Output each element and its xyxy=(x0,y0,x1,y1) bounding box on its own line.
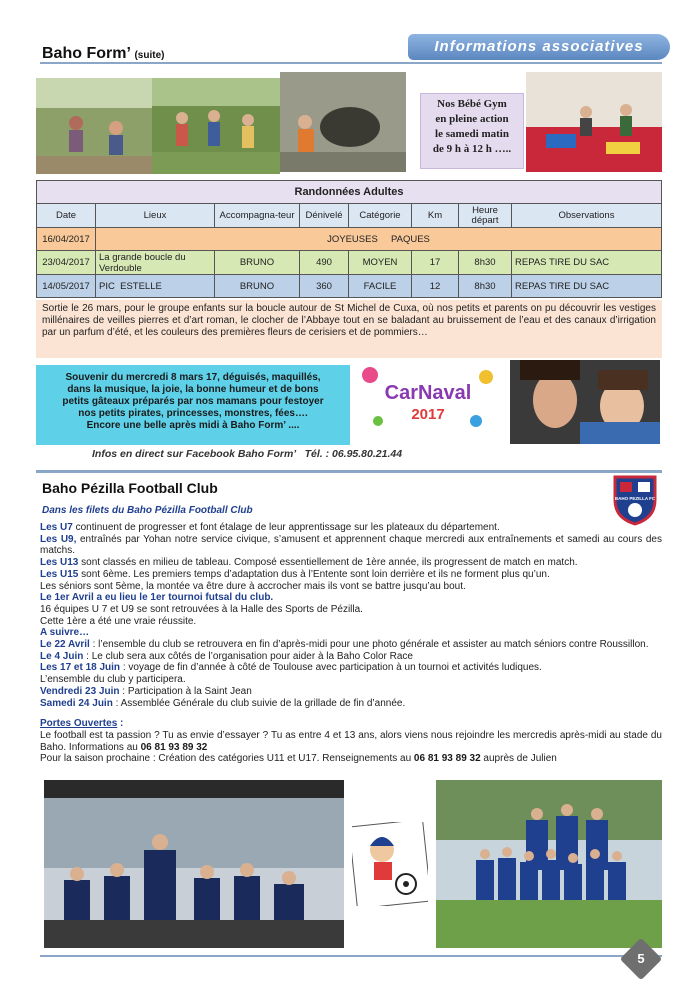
tournoi-text-2: Cette 1ère a été une vraie réussite. xyxy=(40,615,197,627)
football-subtitle: Dans les filets du Baho Pézilla Football Club xyxy=(42,505,253,516)
col-header-heure: Heure départ xyxy=(459,204,512,228)
col-header-denivele: Dénivelé xyxy=(300,204,349,228)
portes-text-3: auprès de Julien xyxy=(480,753,557,765)
u7-label: Les U7 xyxy=(40,522,73,533)
phone-number-1: 06 81 93 89 32 xyxy=(140,741,208,753)
col-header-categorie: Catégorie xyxy=(349,204,412,228)
page-number: 5 xyxy=(637,951,645,966)
badge-text: BAHO PEZILLA FC xyxy=(614,496,656,501)
u13-text: sont classés en milieu de tableau. Composé essentiellement de 1ère année, ils progressent de match en match. xyxy=(78,557,578,569)
juin23-text: : Participation à la Saint Jean xyxy=(119,685,252,697)
cell-lieux: PIC ESTELLE xyxy=(96,275,215,298)
photo-hikers-2-image xyxy=(152,78,280,174)
u9-paragraph xyxy=(40,534,662,557)
section-banner: Informations associatives xyxy=(408,34,670,60)
cell-observations: REPAS TIRE DU SAC xyxy=(512,275,662,298)
juin4-paragraph xyxy=(40,651,662,663)
cell-denivele: 360 xyxy=(300,275,349,298)
cell-denivele: 490 xyxy=(300,251,349,275)
tournoi-text-1: 16 équipes U 7 et U9 se sont retrouvées à la Halle des Sports de Pézilla. xyxy=(40,603,363,615)
seniors-paragraph: Les séniors sont 5ème, la montée va être dure à accrocher mais ils vont se battre jusqu’au bout. xyxy=(40,580,466,592)
souvenir-box xyxy=(36,365,350,445)
section-divider xyxy=(36,470,662,473)
cell-date: 14/05/2017 xyxy=(37,275,96,298)
football-club-badge xyxy=(612,474,658,526)
title-suffix: (suite) xyxy=(134,50,165,61)
rando-table xyxy=(36,180,662,298)
col-header-km: Km xyxy=(412,204,459,228)
cell-categorie: MOYEN xyxy=(349,251,412,275)
souvenir-line-2: dans la musique, la joie, la bonne humeur et de bons xyxy=(67,384,319,395)
photo-football-field-team xyxy=(436,780,662,948)
souvenir-line-1: Souvenir du mercredi 8 mars 17, déguisés, maquillés, xyxy=(65,372,321,383)
bebe-line-2: en pleine action xyxy=(435,113,509,125)
u7-text: continuent de progresser et font étalage de leur apprentissage sur les plateaux du département. xyxy=(72,522,500,533)
portes-colon: : xyxy=(117,718,124,730)
portes-text-2: Pour la saison prochaine : Création des catégories U11 et U17. Renseignements au xyxy=(40,753,414,765)
title-main: Baho Form’ xyxy=(42,45,131,62)
u13-label: Les U13 xyxy=(40,557,79,569)
photo-face-paint xyxy=(510,360,660,444)
u15-paragraph xyxy=(40,569,662,581)
football-title: Baho Pézilla Football Club xyxy=(42,480,218,496)
bebe-line-1: Nos Bébé Gym xyxy=(437,98,507,110)
photo-baby-gym xyxy=(526,72,662,172)
juin24-label: Samedi 24 Juin xyxy=(40,697,113,709)
cell-heure: 8h30 xyxy=(459,251,512,275)
photo-hikers-1-image xyxy=(36,78,152,174)
carnaval-word: CarNaval xyxy=(384,382,472,404)
cell-categorie: FACILE xyxy=(349,275,412,298)
souvenir-line-5: Encore une belle après midi à Baho Form’ .... xyxy=(86,420,300,431)
photo-cave xyxy=(280,72,406,172)
cell-lieux: La grande boucle du Verdouble xyxy=(96,251,215,275)
photo-face-paint-image xyxy=(510,360,660,444)
tournoi-label: Le 1er Avril a eu lieu le 1er tournoi futsal du club. xyxy=(40,592,274,604)
u9-text: entraînés par Yohan notre service civique, s’amusent et apprennent chaque mercredi aux entraînements et samedi au cours des matchs. xyxy=(40,533,662,557)
juin23-label: Vendredi 23 Juin xyxy=(40,685,120,697)
phone-number-2: 06 81 93 89 32 xyxy=(413,753,481,765)
col-header-observations: Observations xyxy=(512,204,662,228)
table-row xyxy=(37,251,662,275)
juin17-text: : voyage de fin d’année à côté de Toulouse avec participation à un tournoi et activités ludiques. xyxy=(120,662,542,674)
col-header-lieux: Lieux xyxy=(96,204,215,228)
cell-accompagnateur: BRUNO xyxy=(215,251,300,275)
avril22-text: : l’ensemble du club se retrouvera en fin d’après-midi pour une photo générale et assister au match séniors contre Roussillon. xyxy=(89,639,649,651)
u7-paragraph xyxy=(40,522,662,534)
photo-baby-gym-image xyxy=(526,72,662,172)
portes-heading xyxy=(40,718,662,730)
juin4-label: Le 4 Juin xyxy=(40,650,84,662)
shield-icon xyxy=(612,474,658,526)
suivre-label: A suivre… xyxy=(40,627,90,639)
juin17-paragraph-2: L’ensemble du club y participera. xyxy=(40,674,186,686)
juin23-paragraph xyxy=(40,686,662,698)
carnaval-logo xyxy=(356,365,500,431)
cell-accompagnateur: BRUNO xyxy=(215,275,300,298)
rando-table-title: Randonnées Adultes xyxy=(37,181,662,204)
table-row xyxy=(37,228,662,251)
juin4-text: : Le club sera aux côtés de l’organisation pour aider à la Baho Color Race xyxy=(83,650,413,662)
football-content xyxy=(40,522,662,765)
cell-joyeuses-paques: JOYEUSES PAQUES xyxy=(96,228,662,251)
header-divider xyxy=(40,62,662,64)
u9-label: Les U9, xyxy=(40,533,77,545)
juin17-paragraph xyxy=(40,662,662,674)
portes-label: Portes Ouvertes xyxy=(40,718,118,730)
football-kid-illustration xyxy=(352,822,428,906)
cell-date: 23/04/2017 xyxy=(37,251,96,275)
photo-hikers-2 xyxy=(152,78,280,174)
facebook-info: Infos en direct sur Facebook Baho Form’ Tél. : 06.95.80.21.44 xyxy=(92,448,403,460)
bebe-line-4: de 9 h à 12 h ….. xyxy=(432,143,512,155)
souvenir-line-4: nos petits pirates, princesses, monstres, fées…. xyxy=(78,408,308,419)
juin17-label: Les 17 et 18 Juin xyxy=(40,662,121,674)
photo-hikers-1 xyxy=(36,78,152,174)
soccer-ball-icon xyxy=(352,822,428,906)
cell-observations: REPAS TIRE DU SAC xyxy=(512,251,662,275)
portes-text-1: Le football est ta passion ? Tu as envie d’essayer ? Tu as entre 4 et 13 ans, alors viens nous rejoindre les mercredis après-midi au stade du Baho. Informations au xyxy=(40,729,662,753)
photo-futsal-team-image xyxy=(44,780,344,948)
col-header-accompagnateur: Accompagna-teur xyxy=(215,204,300,228)
sortie-paragraph: Sortie le 26 mars, pour le groupe enfants sur la boucle autour de St Michel de Cuxa, où nos petits et parents on pu découvrir les vestiges millénaires de veilles pierres et d’art roman, le clocher de l’Abbaye tout en se baladant au bruissement de l’eau et des canaux d’irrigation par un parfum d’été, et les couleurs des premières fleurs de cerisiers et de pommiers… xyxy=(36,300,662,358)
u13-paragraph xyxy=(40,557,662,569)
souvenir-line-3: petits gâteaux préparés par nos mamans pour festoyer xyxy=(62,396,324,407)
avril22-paragraph xyxy=(40,639,662,651)
table-row xyxy=(37,275,662,298)
photo-cave-image xyxy=(280,72,406,172)
bebe-line-3: le samedi matin xyxy=(435,128,509,140)
juin24-paragraph xyxy=(40,698,662,710)
photo-futsal-team xyxy=(44,780,344,948)
cell-heure: 8h30 xyxy=(459,275,512,298)
cell-km: 12 xyxy=(412,275,459,298)
u15-text: sont 6ème. Les premiers temps d’adaptation dus à l’Entente sont loin derrière et ils ne forment plus qu’un. xyxy=(78,568,550,580)
cell-date: 16/04/2017 xyxy=(37,228,96,251)
carnaval-logo-art xyxy=(356,365,500,431)
carnaval-year: 2017 xyxy=(411,406,445,423)
col-header-date: Date xyxy=(37,204,96,228)
avril22-label: Le 22 Avril xyxy=(40,639,90,651)
page-title xyxy=(42,45,164,63)
juin24-text: : Assemblée Générale du club suivie de la grillade de fin d’année. xyxy=(112,697,406,709)
cell-km: 17 xyxy=(412,251,459,275)
photo-football-field-team-image xyxy=(436,780,662,948)
portes-paragraph-1 xyxy=(40,730,662,753)
bebe-gym-caption xyxy=(420,93,524,169)
u15-label: Les U15 xyxy=(40,568,79,580)
portes-paragraph-2 xyxy=(40,753,662,765)
footer-divider xyxy=(40,955,662,957)
